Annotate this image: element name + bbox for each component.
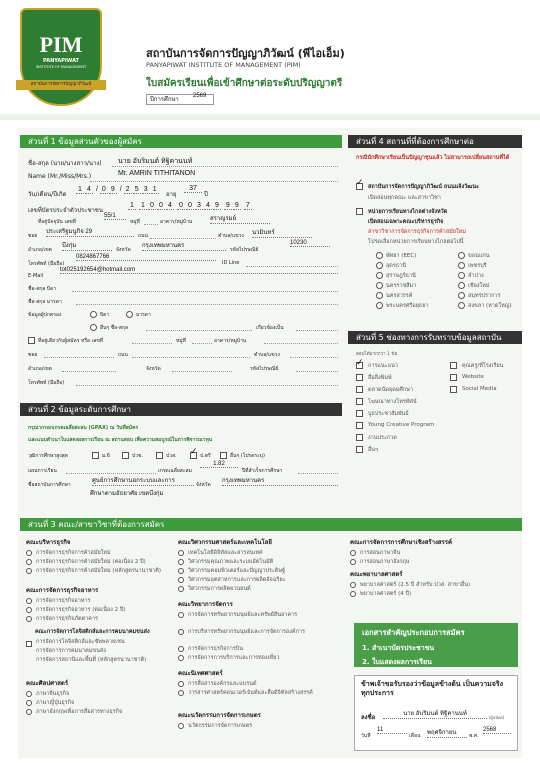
school-province-field[interactable]: กรุงเทพมหานคร: [222, 475, 338, 486]
prog-item[interactable]: ภาษาจีนธุรกิจ: [26, 690, 182, 699]
c-zip-label: รหัสไปรษณีย์: [250, 366, 279, 372]
prog-item[interactable]: วารสารศาสตร์คอนเวอร์เจ้นท์และสื่อดิจิทัลสร้างสรรค์: [178, 689, 342, 708]
source-left: [356, 358, 456, 458]
road-label: ถนน: [138, 233, 148, 239]
email-label: E-Mail: [28, 273, 44, 279]
source-option[interactable]: ✓ การแนะแนว: [356, 358, 399, 369]
email-field[interactable]: tot025192654@hotmail.com: [60, 267, 338, 274]
guardian-mother-radio[interactable]: [126, 311, 133, 318]
doc-item: 2. ใบแสดงผลการเรียน: [362, 658, 432, 666]
name-th-field[interactable]: นาย อับริมนต์ ทิฐิคานนท์: [118, 158, 193, 165]
level-m6-checkbox[interactable]: [92, 452, 99, 459]
province-label: จังหวัด: [116, 247, 131, 253]
section4-header: ส่วนที่ 4 สถานที่ที่ต้องการศึกษาต่อ: [348, 135, 522, 148]
logo-ribbon: สถาบันการจัดการปัญญาภิวัฒน์: [16, 80, 106, 90]
mother-label: ชื่อ-สกุล มารดา: [28, 299, 62, 305]
amphoe-field[interactable]: บึงกุ่ม: [62, 240, 112, 251]
prog-item[interactable]: การจัดการสถานีและพื้นที่ (หลักสูตรนานาชาติ): [36, 657, 147, 663]
guardian-mother-label: มารดา: [136, 312, 151, 318]
year-box: [146, 94, 214, 105]
school-label: ชื่อสถาบันการศึกษา: [28, 482, 71, 488]
campus-remote-desc: เปิดสอนเฉพาะคณะบริหารธุรกิจ: [368, 219, 444, 225]
fac-food: คณะการจัดการธุรกิจอาหาร: [26, 587, 99, 594]
prog-item[interactable]: การจัดการธุรกิจการค้าสมัยใหม่ (ต่อเนื่อง 2 ปี): [26, 558, 182, 567]
prog-item[interactable]: วิศวกรรมอุตสาหการและการผลิตอัจฉริยะ: [178, 576, 342, 585]
c-tambon-label: ตำบล/แขวง: [254, 352, 280, 358]
id-label: เลขที่บัตรประจำตัวประชาชน: [28, 207, 103, 214]
center-option[interactable]: สงขลา (หาดใหญ่): [458, 302, 522, 312]
gpax-label: กรุณากรอกเกรดเฉลี่ยสะสม (GPAX) ณ วันที่สมัคร: [28, 425, 139, 431]
centers-right: [458, 252, 522, 312]
contact-bldg-label: อาคาร/หมู่บ้าน: [214, 338, 247, 344]
phone-field[interactable]: 0824867766: [76, 254, 216, 261]
prog-item[interactable]: วิศวกรรมคุณภาพและระบบอัตโนมัติ: [178, 558, 342, 567]
fac-engineering: คณะวิศวกรรมศาสตร์และเทคโนโลยี: [178, 539, 272, 546]
guardian-father-radio[interactable]: [90, 311, 97, 318]
prog-item[interactable]: การจัดการธุรกิจอาหาร: [26, 597, 182, 606]
header-subtitle: ใบสมัครเรียนเพื่อเข้าศึกษาต่อระดับปริญญาตรี: [146, 78, 343, 89]
check-mark-icon: ✓: [190, 447, 198, 457]
guardian-other-label: อื่นๆ ชื่อ-สกุล: [100, 325, 129, 331]
year-value[interactable]: 2569: [193, 93, 207, 99]
campus-remote-label: หน่วยการเรียนทางไกลต่างจังหวัด: [368, 209, 448, 215]
level-bachelor-label: ป.ตรี: [200, 453, 211, 459]
prog-item[interactable]: การจัดการธุรกิจอาหาร (ต่อเนื่อง 2 ปี): [26, 606, 182, 615]
level-pvs-label: ปวส.: [166, 453, 177, 459]
c-soi-label: ซอย: [28, 352, 38, 358]
header-divider: [0, 114, 540, 120]
prog-item[interactable]: การสอนภาษาอังกฤษ: [350, 558, 520, 567]
section1-header: ส่วนที่ 1 ข้อมูลส่วนตัวของผู้สมัคร: [20, 135, 342, 148]
age-field[interactable]: 37: [184, 185, 202, 193]
prog-item[interactable]: วิศวกรรมคอมพิวเตอร์และปัญญาประดิษฐ์: [178, 567, 342, 576]
source-right: [450, 362, 522, 398]
date-month-field[interactable]: พฤศจิกายน: [427, 727, 467, 738]
campus-main-label: สถาบันการจัดการปัญญาภิวัฒน์ ถนนแจ้งวัฒนะ: [368, 184, 479, 190]
amphoe-label: อำเภอ/เขต: [28, 247, 52, 253]
campus-remote-major: สาขาวิชาการจัดการธุรกิจการค้าสมัยใหม่: [368, 229, 466, 235]
prog-item[interactable]: วิศวกรรมการผลิตยานยนต์: [178, 585, 342, 597]
relation-label: เกี่ยวข้องเป็น: [256, 325, 284, 331]
level-pvs-checkbox[interactable]: [156, 452, 163, 459]
s4-note: กรณีนักศึกษาเรียนเป็นปัญญาชุนแล้ว ไม่สามารถเปลี่ยนสถานที่ได้: [356, 155, 510, 161]
docs-panel: [354, 623, 518, 667]
level-other-label: อื่นๆ (โปรดระบุ): [230, 453, 265, 459]
sign-label: ลงชื่อ: [361, 714, 376, 721]
fac-logistics-checkbox[interactable]: [26, 641, 32, 647]
source-option[interactable]: Website: [450, 374, 522, 386]
faculty-col3: [350, 537, 520, 599]
prog-item[interactable]: การจัดการการบริการและการท่องเที่ยว: [178, 654, 342, 666]
check-mark-icon: ✓: [356, 178, 364, 188]
center-option[interactable]: สุราษฎร์ธานี: [376, 272, 446, 282]
source-option[interactable]: โฆษณาทางโทรทัศน์: [356, 398, 456, 410]
header-title-en: PANYAPIWAT INSTITUTE OF MANAGEMENT (PIM): [146, 61, 301, 69]
name-en-label: Name (Mr./Miss/Mrs.): [28, 173, 92, 180]
level-pvc-label: ปวช.: [132, 453, 143, 459]
prog-item[interactable]: การบริหารทรัพยากรมนุษย์และการจัดการองค์การ: [178, 628, 342, 645]
sign-note: (ผู้สมัคร): [489, 715, 505, 720]
source-option[interactable]: ตลาดนัดอุดมศึกษา: [356, 386, 456, 398]
gpa-field[interactable]: 1.82: [200, 461, 238, 468]
logo-text: PIM: [39, 32, 83, 57]
gpa-label: เกรดเฉลี่ยสะสม: [158, 468, 192, 474]
soi-label: ซอย: [28, 233, 38, 239]
center-option[interactable]: ขอนแก่น: [458, 252, 522, 262]
prog-item[interactable]: การจัดการธุรกิจการค้าสมัยใหม่ (หลักสูตรนานาชาติ): [26, 567, 182, 583]
certify-title: ข้าพเจ้าขอรับรองว่าข้อมูลข้างต้น เป็นความจริงทุกประการ: [361, 680, 504, 697]
centers-left: [376, 252, 446, 312]
school-field-line2[interactable]: ศึกษาตามอัธยาศัย เขตบึงกุ่ม: [90, 491, 164, 497]
source-option[interactable]: อื่นๆ: [356, 446, 456, 458]
prog-item[interactable]: การจัดการธุรกิจภัตตาคาร: [26, 615, 182, 626]
date-label: วันที่: [361, 733, 371, 739]
prog-item[interactable]: การจัดการธุรกิจการบิน: [178, 645, 342, 654]
sign-field[interactable]: นาย อับริมนต์ ทิฐิคานนท์: [383, 708, 487, 719]
tambon-label: ตำบล/แขวง: [218, 233, 244, 239]
year-label: ปีการศึกษา: [150, 96, 179, 103]
c-province-label: จังหวัด: [146, 366, 161, 372]
school-province-label: จังหวัด: [196, 482, 211, 488]
fac-logistics: คณะการจัดการโลจิสติกส์และการคมนาคมขนส่ง: [35, 629, 150, 635]
prog-item[interactable]: ภาษาอังกฤษเพื่อการสื่อสารทางธุรกิจ: [26, 708, 182, 717]
center-option[interactable]: สมุทรปราการ: [458, 292, 522, 302]
bldg-label: อาคาร/หมู่บ้าน: [160, 219, 193, 225]
month-label: เดือน: [409, 733, 421, 739]
prog-item[interactable]: การจัดการทรัพยากรมนุษย์และทรัพย์สินอาคาร: [178, 611, 342, 628]
center-option[interactable]: ลำปาง: [458, 272, 522, 282]
prog-item[interactable]: ภาษาญี่ปุ่นธุรกิจ: [26, 699, 182, 708]
certify-panel: [354, 675, 518, 751]
fac-nursing: คณะพยาบาลศาสตร์: [350, 571, 403, 578]
addr-label: ที่อยู่ปัจจุบัน เลขที่: [38, 219, 76, 225]
prog-item[interactable]: การจัดการการคมนาคมขนส่ง: [36, 648, 106, 654]
name-en-field[interactable]: Mr. AMRIN TITHITANON: [118, 170, 196, 177]
level-other-checkbox[interactable]: [220, 452, 227, 459]
school-field[interactable]: ศูนย์การศึกษานอกระบบและการ: [92, 475, 194, 486]
guardian-father-label: บิดา: [100, 312, 110, 318]
fac-business: คณะบริหารธุรกิจ: [26, 539, 71, 546]
date-year-field[interactable]: 2568: [483, 727, 511, 734]
dob-field[interactable]: 1 4 / 0 9 / 2 5 3 1: [76, 186, 160, 194]
source-option[interactable]: คุณครู/ที่โรงเรียน: [450, 362, 522, 374]
zip-label: รหัสไปรษณีย์: [230, 247, 259, 253]
tambon-field[interactable]: นวมินทร์: [252, 227, 312, 238]
source-option[interactable]: Young Creative Program: [356, 422, 456, 434]
c-amphoe-label: อำเภอ/เขต: [28, 366, 52, 372]
level-m6-label: ม.6: [102, 453, 111, 459]
prog-item[interactable]: นวัตกรรมการจัดการเกษตร: [178, 722, 342, 731]
prog-item[interactable]: การสื่อสารองค์กรและแบรนด์: [178, 680, 342, 689]
contact-label: ที่อยู่เดียวกับผู้สมัคร หรือ เลขที่: [38, 338, 104, 344]
dob-label: วัน/เดือน/ปีเกิด: [28, 191, 67, 198]
logo-sub: PANYAPIWAT: [43, 58, 79, 64]
addr-no-field[interactable]: 55/1: [104, 213, 126, 220]
fac-management: คณะวิทยาการจัดการ: [178, 601, 233, 608]
plan-label: แผนการเรียน: [28, 468, 57, 474]
soi-field[interactable]: ประเสริฐมนูกิจ 29: [46, 226, 134, 237]
logo-shield: [20, 8, 102, 106]
id-field[interactable]: 1 1 0 0 4 0 0 3 4 9 9 9 7: [128, 202, 253, 210]
center-option[interactable]: นครราชสีมา: [376, 282, 446, 292]
campus-remote-hint: โปรดเลือกหน่วยการเรียนทางไกลต่อไปนี้: [368, 239, 464, 245]
moo-label: หมู่ที่: [130, 219, 140, 225]
fac-agriculture: คณะนวัตกรรมการจัดการเกษตร: [178, 712, 261, 719]
center-option[interactable]: นครสวรรค์: [376, 292, 446, 302]
province-field[interactable]: กรุงเทพมหานคร: [142, 240, 226, 251]
header-title-th: สถาบันการจัดการปัญญาภิวัฒน์ (พีไอเอ็ม): [146, 47, 345, 60]
source-option[interactable]: Social Media: [450, 386, 522, 398]
source-option[interactable]: บูธประชาสัมพันธ์: [356, 410, 456, 422]
source-option[interactable]: งานประกวด: [356, 434, 456, 446]
campus-remote-checkbox[interactable]: [356, 208, 363, 215]
prog-item[interactable]: การจัดการโลจิสติกส์และซัพพลายเชน: [36, 639, 125, 645]
logo-sub2: INSTITUTE OF MANAGEMENT: [35, 65, 87, 69]
doc-item: 1. สำเนาบัตรประชาชน: [362, 644, 435, 652]
fac-communication: คณะนิเทศศาสตร์: [178, 670, 223, 677]
center-option[interactable]: เชียงใหม่: [458, 282, 522, 292]
section3-header: ส่วนที่ 3 คณะ/สาขาวิชาที่ต้องการสมัคร: [20, 518, 522, 531]
age-label: อายุ: [166, 191, 177, 198]
name-th-label: ชื่อ-สกุล (นาย/นางสาว/นาง): [28, 160, 102, 167]
c-road-label: ถนน: [118, 352, 128, 358]
contact-moo-label: หมู่ที่: [176, 338, 186, 344]
source-option[interactable]: สื่อสิ่งพิมพ์: [356, 374, 456, 386]
level-pvc-checkbox[interactable]: [122, 452, 129, 459]
s5-sub: ตอบได้มากกว่า 1 ข้อ: [356, 352, 398, 357]
fac-education: คณะการจัดการการศึกษาเชิงสร้างสรรค์: [350, 539, 453, 546]
prog-item[interactable]: เทคโนโลยีดิจิทัลและสารสนเทศ: [178, 549, 342, 558]
prog-item[interactable]: การจัดการธุรกิจการค้าสมัยใหม่: [26, 549, 182, 558]
s2-note: และแนบสำเนาใบแสดงผลการเรียน ณ สถานสอบ เพื่อความสมบูรณ์ในการพิจารณาทุน: [28, 437, 213, 443]
docs-title: เอกสารสำคัญประกอบการสมัคร: [362, 628, 465, 637]
date-day-field[interactable]: 11: [377, 727, 407, 734]
center-option[interactable]: อุดรธานี: [376, 262, 446, 272]
faculty-col2: [178, 537, 342, 731]
campus-main-desc: เปิดสอนทุกคณะ และสาขาวิชา: [368, 195, 441, 201]
phone-label: โทรศัพท์ (มือถือ): [28, 261, 65, 267]
bldg-field[interactable]: สราญรมย์: [210, 213, 270, 224]
center-option[interactable]: พัทยา (EEC): [376, 252, 446, 262]
prog-item[interactable]: การสอนภาษาจีน: [350, 549, 520, 558]
section5-header: ส่วนที่ 5 ช่องทางการรับทราบข้อมูลสถาบัน: [348, 331, 522, 344]
prog-item[interactable]: พยาบาลศาสตร์ (2.5 ปี สำหรับ ปวส. สาขาอื่น): [350, 581, 520, 590]
section2-header: ส่วนที่ 2 ข้อมูลระดับการศึกษา: [20, 403, 342, 416]
same-address-checkbox[interactable]: [28, 337, 35, 344]
year-label-2: พ.ศ.: [469, 733, 479, 739]
line-label: ID Line: [222, 260, 240, 266]
grad-year-label: ปีที่สำเร็จการศึกษา: [242, 468, 283, 474]
fac-arts: คณะศิลปศาสตร์: [26, 680, 69, 687]
level-label: วุฒิการศึกษาสูงสุด: [28, 453, 68, 459]
guardian-other-radio[interactable]: [90, 324, 97, 331]
father-label: ชื่อ-สกุล บิดา: [28, 286, 57, 292]
center-option[interactable]: เพชรบุรี: [458, 262, 522, 272]
faculty-col1: [26, 537, 182, 717]
age-unit: ปี: [204, 191, 208, 198]
guardian-label: ข้อมูลผู้ปกครอง: [28, 312, 62, 318]
prog-item[interactable]: พยาบาลศาสตร์ (4 ปี): [350, 590, 520, 599]
zip-field[interactable]: 10230: [290, 240, 330, 247]
c-phone-label: โทรศัพท์ (มือถือ): [28, 380, 65, 386]
center-option[interactable]: พระนครศรีอยุธยา: [376, 302, 446, 312]
